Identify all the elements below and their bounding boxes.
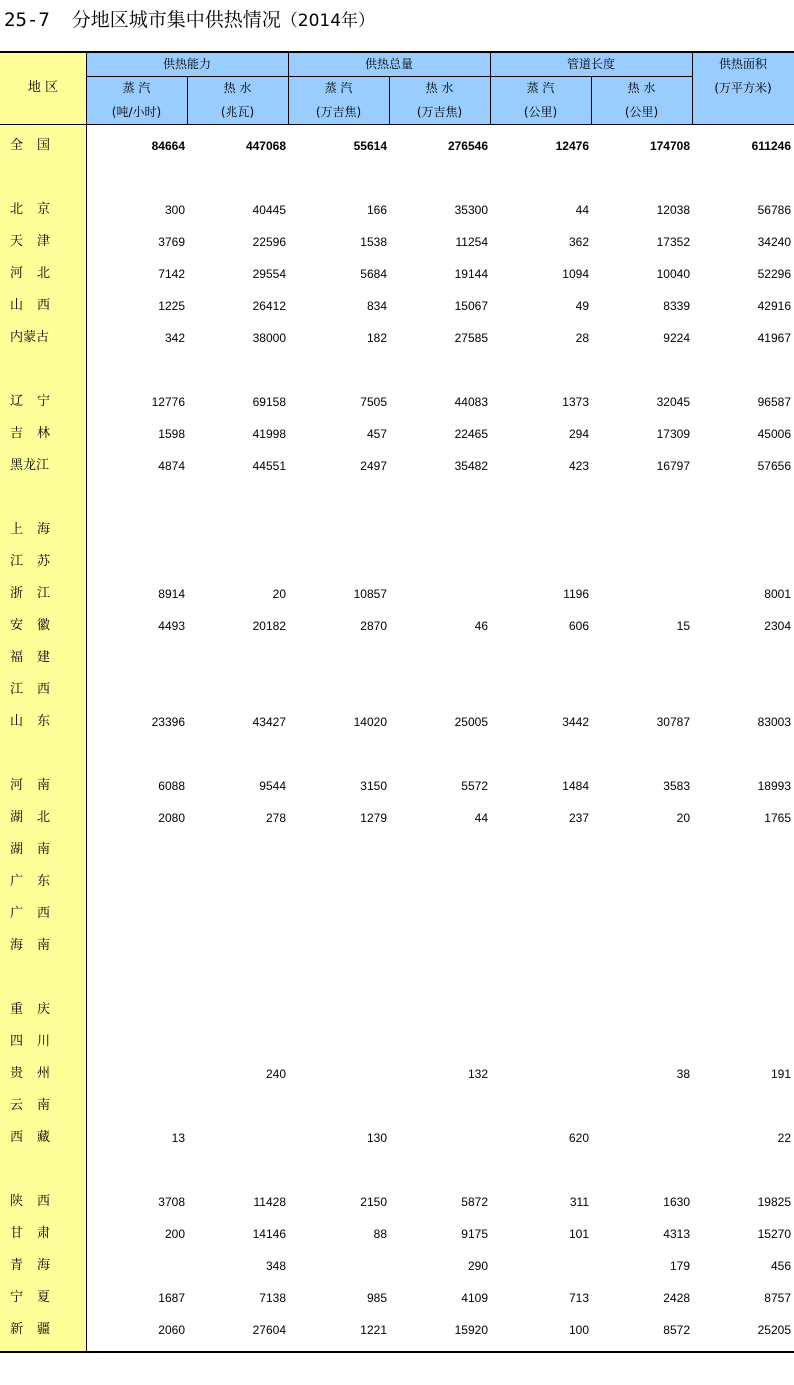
table-cell: 3583: [663, 779, 690, 793]
table-cell: 1598: [158, 427, 185, 441]
table-cell: 45006: [757, 427, 791, 441]
table-cell: 2150: [360, 1195, 387, 1209]
table-cell: 8914: [158, 587, 185, 601]
region-label: 吉 林: [10, 426, 50, 441]
table-cell: [292, 546, 387, 578]
region-label: 云 南: [10, 1098, 50, 1113]
table-cell: 11254: [455, 235, 488, 249]
region-label: 江 西: [10, 682, 50, 697]
table-cell: [595, 642, 690, 674]
group-header-pipe: 管道长度: [566, 57, 615, 71]
table-cell: [90, 930, 185, 962]
table-cell: 56786: [757, 203, 791, 217]
table-cell: 1484: [562, 779, 589, 793]
table-cell: 342: [164, 331, 185, 345]
table-cell: 130: [366, 1131, 387, 1145]
table-cell: 12476: [555, 139, 589, 153]
table-cell: 4493: [158, 619, 185, 633]
sub-header-label: 蒸 汽: [526, 81, 555, 95]
table-cell: [393, 674, 488, 706]
table-cell: [696, 642, 791, 674]
region-header: 地 区: [27, 80, 59, 95]
table-cell: 14020: [353, 715, 387, 729]
table-cell: 57656: [757, 459, 791, 473]
table-cell: 348: [265, 1259, 286, 1273]
table-cell: 44551: [252, 459, 286, 473]
table-cell: 30787: [656, 715, 690, 729]
table-cell: 42916: [757, 299, 791, 313]
table-cell: 1279: [360, 811, 387, 825]
table-cell: [393, 994, 488, 1026]
table-cell: [696, 930, 791, 962]
header-divider: [288, 52, 289, 124]
table-cell: 611246: [751, 139, 791, 153]
region-label: 安 徽: [10, 618, 50, 633]
table-cell: 985: [366, 1291, 387, 1305]
table-cell: [595, 930, 690, 962]
table-cell: 44083: [454, 395, 488, 409]
sub-header-label: 蒸 汽: [324, 81, 353, 95]
table-cell: 19144: [454, 267, 488, 281]
table-cell: 4313: [663, 1227, 690, 1241]
table-cell: 15: [676, 619, 690, 633]
table-cell: [393, 642, 488, 674]
table-cell: [191, 930, 286, 962]
table-cell: 35482: [454, 459, 488, 473]
table-cell: 1196: [563, 587, 589, 601]
table-cell: [191, 674, 286, 706]
table-cell: 22: [777, 1131, 791, 1145]
table-cell: [595, 866, 690, 898]
header-divider: [187, 77, 188, 124]
table-cell: 15920: [454, 1323, 488, 1337]
table-cell: 25005: [454, 715, 488, 729]
table-cell: 4874: [158, 459, 185, 473]
table-cell: 101: [568, 1227, 589, 1241]
table-cell: 278: [265, 811, 286, 825]
region-label: 甘 肃: [10, 1226, 50, 1241]
table-cell: 17352: [656, 235, 690, 249]
table-cell: 38: [676, 1067, 690, 1081]
table-cell: [292, 994, 387, 1026]
table-cell: 2060: [158, 1323, 185, 1337]
table-cell: 447068: [245, 139, 286, 153]
sub-header-unit: (公里): [624, 105, 659, 119]
header-divider: [692, 52, 693, 124]
table-cell: 49: [575, 299, 589, 313]
group-header-capacity: 供热能力: [162, 57, 211, 71]
table-cell: 240: [265, 1067, 286, 1081]
page-title: [4, 6, 375, 34]
table-cell: [595, 514, 690, 546]
region-label: 重 庆: [10, 1002, 50, 1017]
table-cell: [595, 834, 690, 866]
table-cell: 1373: [562, 395, 589, 409]
table-cell: 15270: [757, 1227, 791, 1241]
table-cell: [595, 546, 690, 578]
region-column-divider: [86, 52, 87, 1352]
table-cell: 15067: [454, 299, 488, 313]
table-cell: [393, 1026, 488, 1058]
table-cell: 8757: [764, 1291, 791, 1305]
region-label: 陕 西: [10, 1194, 50, 1209]
region-label: 山 东: [10, 714, 50, 729]
table-cell: 17309: [656, 427, 690, 441]
table-cell: [90, 1058, 185, 1090]
region-label: 黑龙江: [10, 458, 50, 473]
sub-header-unit: (万吉焦): [315, 105, 362, 119]
table-cell: 25205: [757, 1323, 791, 1337]
table-cell: [90, 834, 185, 866]
table-cell: [191, 1026, 286, 1058]
table-cell: 38000: [252, 331, 286, 345]
table-cell: 29554: [252, 267, 286, 281]
table-cell: [90, 1250, 185, 1282]
table-cell: [696, 514, 791, 546]
area-header: 供热面积: [718, 57, 767, 71]
table-cell: 1630: [663, 1195, 690, 1209]
region-label: 全 国: [10, 138, 50, 153]
table-cell: 1538: [360, 235, 387, 249]
region-label: 河 北: [10, 266, 50, 281]
table-cell: [494, 1090, 589, 1122]
table-cell: 7505: [360, 395, 387, 409]
region-label: 河 南: [10, 778, 50, 793]
table-cell: [393, 834, 488, 866]
table-cell: 132: [467, 1067, 488, 1081]
table-cell: [292, 1026, 387, 1058]
table-cell: 713: [568, 1291, 589, 1305]
table-cell: [292, 866, 387, 898]
table-cell: [494, 930, 589, 962]
table-cell: [393, 866, 488, 898]
table-cell: [191, 1122, 286, 1154]
table-cell: [494, 898, 589, 930]
table-cell: 27604: [252, 1323, 286, 1337]
table-cell: [191, 898, 286, 930]
table-cell: 23396: [151, 715, 185, 729]
table-cell: [494, 674, 589, 706]
sub-header-label: 热 水: [627, 81, 656, 95]
table-cell: [292, 1250, 387, 1282]
table-cell: [696, 834, 791, 866]
table-cell: 200: [164, 1227, 185, 1241]
group-header-total: 供热总量: [364, 57, 413, 71]
table-cell: 20: [676, 811, 690, 825]
table-cell: [191, 994, 286, 1026]
table-cell: 5684: [360, 267, 387, 281]
region-label: 新 疆: [10, 1322, 50, 1337]
table-cell: 83003: [757, 715, 791, 729]
table-cell: 8001: [764, 587, 791, 601]
table-cell: 16797: [656, 459, 690, 473]
table-cell: [595, 1026, 690, 1058]
table-cell: [292, 834, 387, 866]
table-cell: 362: [568, 235, 589, 249]
table-cell: 4109: [461, 1291, 488, 1305]
table-cell: [292, 1090, 387, 1122]
table-cell: 44: [474, 811, 488, 825]
table-cell: 3442: [562, 715, 589, 729]
table-cell: [191, 866, 286, 898]
table-cell: 41967: [757, 331, 791, 345]
header-bottom-border: [0, 124, 794, 125]
table-cell: 100: [568, 1323, 589, 1337]
table-cell: 2428: [663, 1291, 690, 1305]
table-cell: [191, 546, 286, 578]
table-cell: [494, 866, 589, 898]
region-label: 山 西: [10, 298, 50, 313]
table-cell: 35300: [454, 203, 488, 217]
table-cell: [595, 578, 690, 610]
sub-header-label: 热 水: [425, 81, 454, 95]
table-cell: 606: [568, 619, 589, 633]
sub-header-unit: (万吉焦): [416, 105, 463, 119]
table-cell: [90, 898, 185, 930]
table-year: （2014年）: [280, 11, 376, 31]
table-cell: [292, 674, 387, 706]
table-bottom-border: [0, 1351, 794, 1353]
table-cell: [90, 994, 185, 1026]
table-cell: 9175: [461, 1227, 488, 1241]
sub-header-unit: (吨/小时): [111, 105, 162, 119]
table-cell: [393, 1090, 488, 1122]
table-cell: 1765: [764, 811, 791, 825]
region-label: 西 藏: [10, 1130, 50, 1145]
table-cell: [494, 642, 589, 674]
table-cell: 7142: [158, 267, 185, 281]
table-cell: [696, 1026, 791, 1058]
table-title: 分地区城市集中供热情况: [71, 9, 281, 31]
table-cell: 620: [568, 1131, 589, 1145]
table-cell: 12776: [151, 395, 185, 409]
table-cell: 19825: [757, 1195, 791, 1209]
region-label: 四 川: [10, 1034, 50, 1049]
table-cell: [696, 546, 791, 578]
table-cell: 5572: [461, 779, 488, 793]
table-cell: [90, 1026, 185, 1058]
table-cell: 96587: [757, 395, 791, 409]
region-label: 广 西: [10, 906, 50, 921]
table-cell: 1094: [562, 267, 589, 281]
table-cell: 20: [272, 587, 286, 601]
table-cell: [191, 1090, 286, 1122]
region-label: 天 津: [10, 234, 50, 249]
table-cell: [494, 834, 589, 866]
table-cell: 300: [164, 203, 185, 217]
region-label: 广 东: [10, 874, 50, 889]
table-cell: 182: [366, 331, 387, 345]
table-cell: [494, 1250, 589, 1282]
table-cell: [90, 514, 185, 546]
table-number: 25-7: [4, 9, 50, 31]
table-cell: 12038: [656, 203, 690, 217]
table-cell: 7138: [259, 1291, 286, 1305]
table-cell: 6088: [158, 779, 185, 793]
table-cell: 8572: [663, 1323, 690, 1337]
region-label: 宁 夏: [10, 1290, 50, 1305]
table-cell: 311: [569, 1195, 589, 1209]
table-cell: [90, 546, 185, 578]
table-cell: 457: [366, 427, 387, 441]
table-cell: 41998: [252, 427, 286, 441]
region-label: 辽 宁: [10, 394, 50, 409]
table-cell: [595, 674, 690, 706]
table-cell: [595, 898, 690, 930]
table-cell: 423: [568, 459, 589, 473]
table-cell: [494, 1058, 589, 1090]
table-cell: [393, 546, 488, 578]
table-cell: 191: [770, 1067, 791, 1081]
table-cell: 9224: [663, 331, 690, 345]
table-cell: 166: [366, 203, 387, 217]
table-cell: 1687: [158, 1291, 185, 1305]
table-cell: [90, 866, 185, 898]
table-cell: 2304: [764, 619, 791, 633]
region-label: 内蒙古: [10, 330, 50, 345]
header-divider: [389, 77, 390, 124]
table-cell: [90, 674, 185, 706]
table-cell: 40445: [252, 203, 286, 217]
table-cell: 52296: [757, 267, 791, 281]
header-divider: [490, 52, 491, 124]
table-cell: 13: [171, 1131, 185, 1145]
region-label: 福 建: [10, 650, 50, 665]
table-cell: [393, 930, 488, 962]
table-cell: 55614: [353, 139, 387, 153]
table-cell: [292, 642, 387, 674]
table-cell: [696, 994, 791, 1026]
table-cell: 174708: [649, 139, 690, 153]
sub-header-label: 热 水: [223, 81, 252, 95]
table-cell: 69158: [252, 395, 286, 409]
sub-header-label: 蒸 汽: [122, 81, 151, 95]
table-cell: 32045: [656, 395, 690, 409]
table-cell: 3769: [158, 235, 185, 249]
sub-header-unit: (兆瓦): [220, 105, 255, 119]
table-cell: 46: [474, 619, 488, 633]
area-unit: (万平方米): [714, 81, 772, 95]
region-label: 海 南: [10, 938, 50, 953]
table-cell: 28: [575, 331, 589, 345]
table-cell: 20182: [252, 619, 286, 633]
table-cell: [90, 642, 185, 674]
table-cell: 1221: [360, 1323, 387, 1337]
header-divider: [591, 77, 592, 124]
table-cell: [292, 898, 387, 930]
table-cell: [191, 514, 286, 546]
table-cell: 22465: [454, 427, 488, 441]
region-label: 贵 州: [10, 1066, 50, 1081]
table-cell: 27585: [454, 331, 488, 345]
table-cell: 276546: [447, 139, 488, 153]
table-cell: 834: [366, 299, 387, 313]
table-cell: 5872: [461, 1195, 488, 1209]
table-cell: 34240: [757, 235, 791, 249]
table-cell: 43427: [252, 715, 286, 729]
table-cell: [696, 674, 791, 706]
table-cell: [393, 578, 488, 610]
table-cell: [595, 1122, 690, 1154]
region-label: 青 海: [10, 1258, 50, 1273]
table-cell: [393, 1122, 488, 1154]
table-cell: 294: [568, 427, 589, 441]
table-cell: 290: [467, 1259, 488, 1273]
table-cell: 26412: [252, 299, 286, 313]
table-cell: 3150: [360, 779, 387, 793]
table-cell: [494, 1026, 589, 1058]
table-cell: [191, 642, 286, 674]
table-cell: 237: [568, 811, 589, 825]
table-cell: 10040: [656, 267, 690, 281]
table-cell: [393, 898, 488, 930]
table-cell: 88: [373, 1227, 387, 1241]
table-cell: 14146: [252, 1227, 286, 1241]
region-label: 北 京: [10, 202, 50, 217]
table-cell: [494, 514, 589, 546]
table-cell: 456: [770, 1259, 791, 1273]
table-cell: [292, 1058, 387, 1090]
table-cell: [696, 1090, 791, 1122]
table-cell: 179: [669, 1259, 690, 1273]
table-cell: 22596: [252, 235, 286, 249]
table-cell: [292, 930, 387, 962]
table-cell: 84664: [151, 139, 185, 153]
table-cell: 9544: [259, 779, 286, 793]
region-label: 江 苏: [10, 554, 50, 569]
table-cell: [393, 514, 488, 546]
table-cell: [191, 834, 286, 866]
region-label: 湖 北: [10, 810, 50, 825]
table-cell: [696, 866, 791, 898]
table-cell: [90, 1090, 185, 1122]
table-cell: [595, 994, 690, 1026]
table-cell: [696, 898, 791, 930]
table-cell: [494, 546, 589, 578]
table-cell: 18993: [757, 779, 791, 793]
table-cell: 8339: [663, 299, 690, 313]
region-label: 浙 江: [10, 586, 50, 601]
table-cell: 1225: [158, 299, 185, 313]
table-cell: [595, 1090, 690, 1122]
table-cell: 2497: [360, 459, 387, 473]
region-label: 上 海: [10, 522, 50, 537]
table-top-border: [0, 51, 794, 53]
table-cell: 44: [575, 203, 589, 217]
table-cell: 11428: [253, 1195, 286, 1209]
table-cell: [292, 514, 387, 546]
table-cell: 10857: [353, 587, 387, 601]
sub-header-unit: (公里): [523, 105, 558, 119]
region-label: 湖 南: [10, 842, 50, 857]
table-cell: 3708: [158, 1195, 185, 1209]
table-cell: 2870: [360, 619, 387, 633]
table-cell: [494, 994, 589, 1026]
table-cell: 2080: [158, 811, 185, 825]
